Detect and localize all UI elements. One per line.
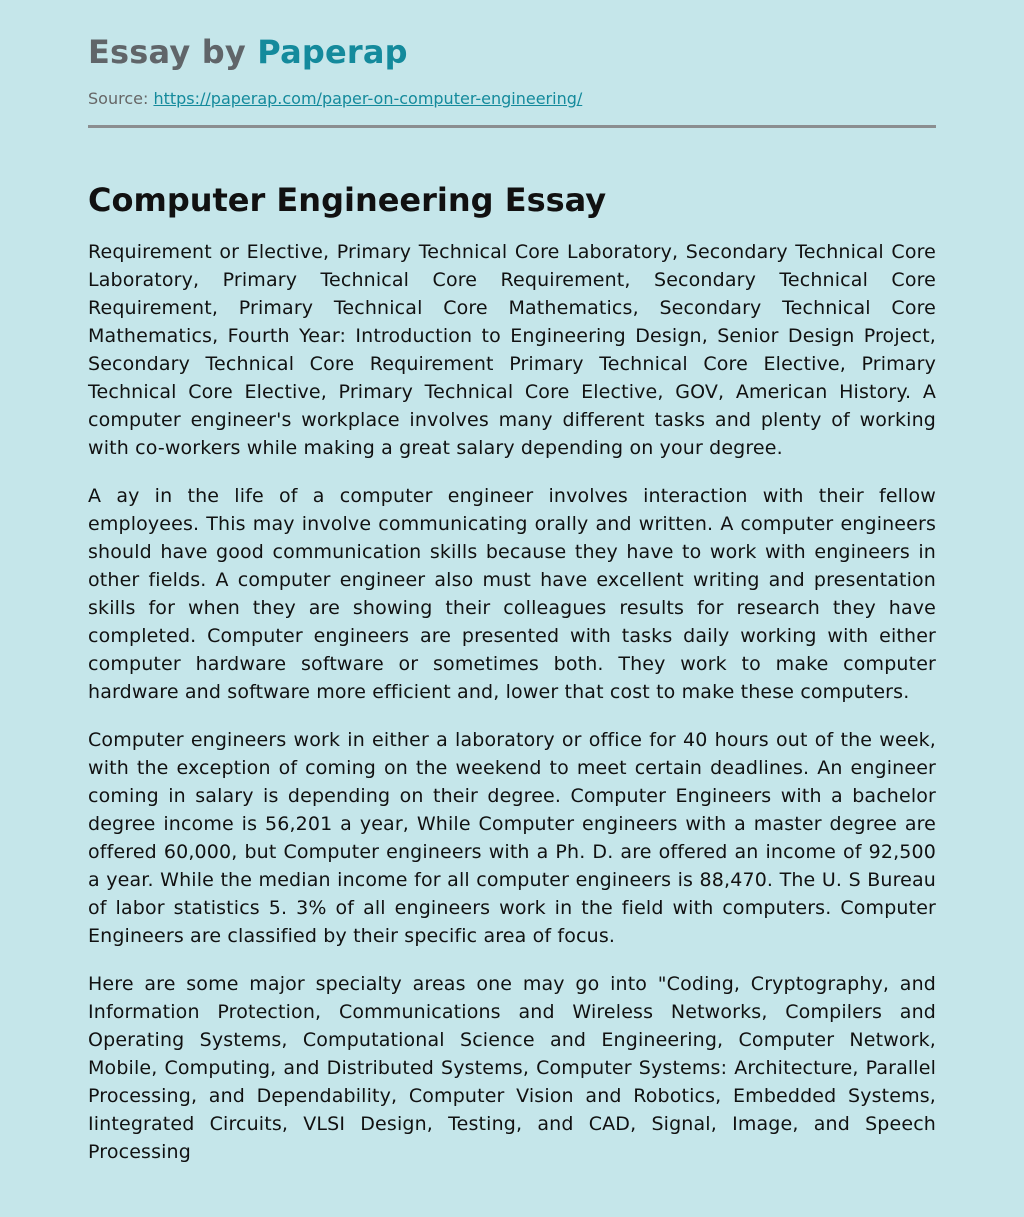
brand-prefix: Essay by bbox=[88, 33, 258, 71]
source-link[interactable]: https://paperap.com/paper-on-computer-engineering/ bbox=[153, 89, 583, 108]
article-title: Computer Engineering Essay bbox=[88, 181, 607, 219]
article-paragraph: Requirement or Elective, Primary Technical Core Laboratory, Secondary Technical Core Laboratory, Primary Technical Core Requirement, Secondary Technical Core Requirement, Primary Technical Core Mathematics, Secondary Technical Core Mathematics, Fourth Year: Introduction to Engineering Design, Senior Design Project, Secondary Technical Core Requirement Primary Technical Core Elective, Primary Technical Core Elective, Primary Technical Core Elective, GOV, American History. A computer engineer's workplace involves many different tasks and plenty of working with co-workers while making a great salary depending on your degree. bbox=[88, 241, 936, 459]
source-label: Source: bbox=[88, 89, 149, 108]
article-paragraph: Computer engineers work in either a laboratory or office for 40 hours out of the week, with the exception of coming on the weekend to meet certain deadlines. An engineer coming in salary is depending on their degree. Computer Engineers with a bachelor degree income is 56,201 a year, While Computer engineers with a master degree are offered 60,000, but Computer engineers with a Ph. D. are offered an income of 92,500 a year. While the median income for all computer engineers is 88,470. The U. S Bureau of labor statistics 5. 3% of all engineers work in the field with computers. Computer Engineers are classified by their specific area of focus. bbox=[88, 729, 936, 947]
site-brand bbox=[88, 30, 936, 74]
article-paragraph: A ay in the life of a computer engineer involves interaction with their fellow employees. This may involve communicating orally and written. A computer engineers should have good communication skills because they have to work with engineers in other fields. A computer engineer also must have excellent writing and presentation skills for when they are showing their colleagues results for research they have completed. Computer engineers are presented with tasks daily working with either computer hardware software or sometimes both. They work to make computer hardware and software more efficient and, lower that cost to make these computers. bbox=[88, 485, 936, 703]
article-paragraph: Here are some major specialty areas one may go into "Coding, Cryptography, and Information Protection, Communications and Wireless Networks, Compilers and Operating Systems, Computational Science and Engineering, Computer Network, Mobile, Computing, and Distributed Systems, Computer Systems: Architecture, Parallel Processing, and Dependability, Computer Vision and Robotics, Embedded Systems, Iintegrated Circuits, VLSI Design, Testing, and CAD, Signal, Image, and Speech Processing bbox=[88, 973, 936, 1163]
source-line bbox=[88, 89, 936, 109]
header-divider bbox=[88, 125, 936, 128]
brand-name: Paperap bbox=[257, 33, 408, 71]
article-body bbox=[88, 238, 936, 1166]
